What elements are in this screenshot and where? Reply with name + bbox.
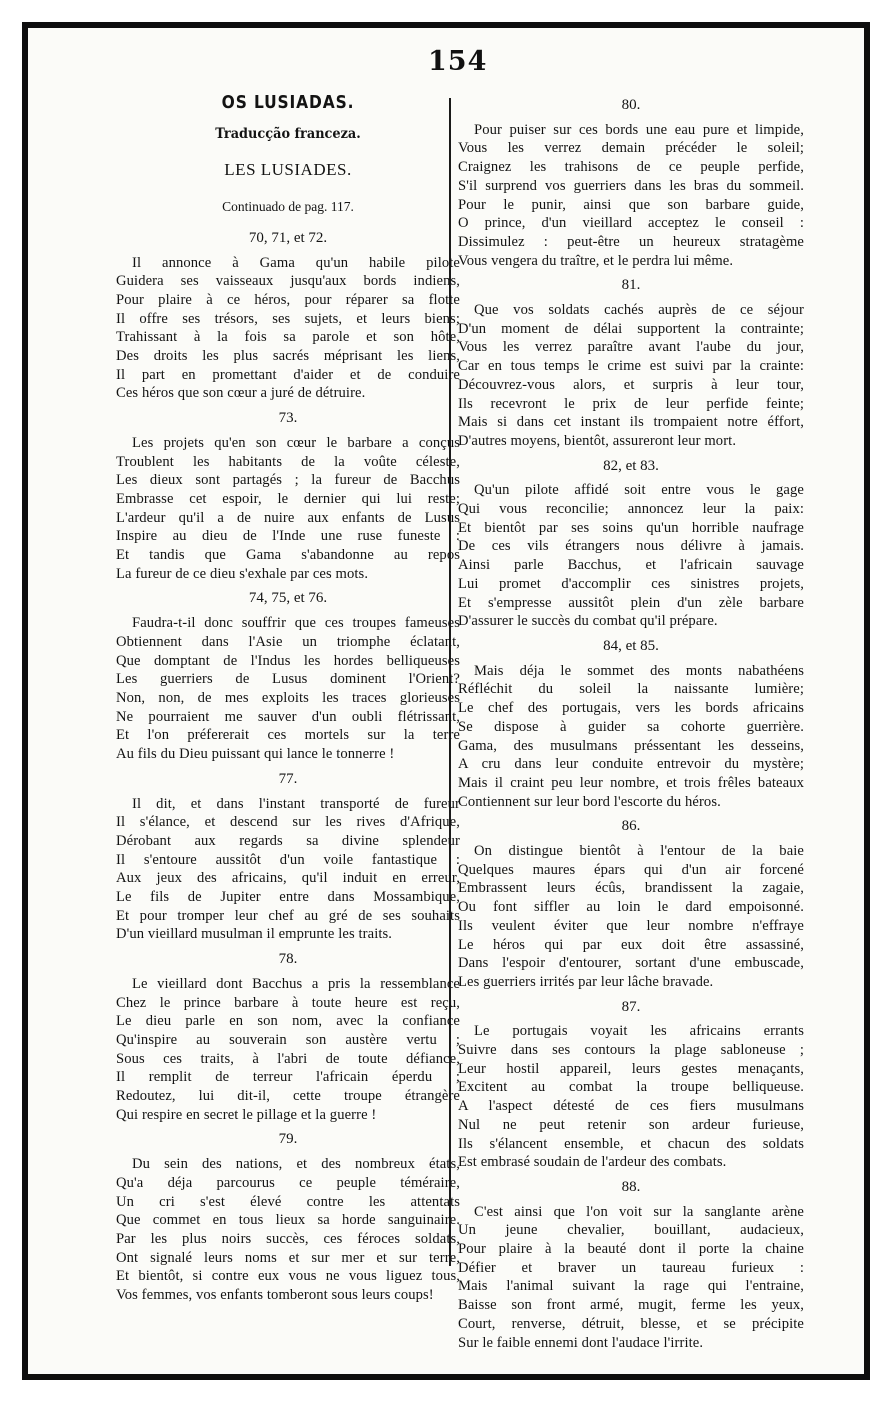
page-number: 154 xyxy=(428,46,488,77)
verse-line: Le vieillard dont Bacchus a pris la ressemblance xyxy=(132,975,460,992)
right-column xyxy=(458,90,804,1357)
verse-line: Un jeune chevalier, bouillant, audacieux, xyxy=(458,1222,804,1239)
stanza-number: 82, et 83. xyxy=(603,457,659,474)
stanza-number: 84, et 85. xyxy=(603,637,659,654)
stanza-number: 88. xyxy=(621,1178,641,1195)
verse-line: Sur le faible ennemi dont l'audace l'irrite. xyxy=(458,1334,704,1351)
verse-line: Mais il craint peu leur nombre, et trois frêles bateaux xyxy=(458,774,804,791)
verse-line: Chez le prince barbare à toute heure est reçu, xyxy=(116,994,460,1011)
stanza-number: 73. xyxy=(278,410,298,427)
verse-line: Aux jeux des africains, qu'il induit en erreur, xyxy=(116,870,460,887)
verse-line: Court, renverse, détruit, blesse, et se précipite xyxy=(458,1315,804,1332)
stanza xyxy=(458,481,804,631)
verse-line: Troublent les habitants de la voûte céleste, xyxy=(116,453,460,470)
verse-line: Il annonce à Gama qu'un habile pilote xyxy=(132,254,460,271)
verse-line: Non, non, de mes exploits les traces glorieuses xyxy=(116,689,460,706)
verse-line: Obtiennent dans l'Asie un triomphe éclatant, xyxy=(116,633,460,650)
verse-line: De ces vils étrangers nous délivre à jamais. xyxy=(458,538,804,555)
stanza xyxy=(116,1155,460,1305)
verse-line: D'assurer le succès du combat qu'il prépare. xyxy=(458,613,718,630)
verse-line: D'un vieillard musulman il emprunte les traits. xyxy=(116,926,393,943)
verse-line: Ces héros que son cœur a juré de détruire. xyxy=(116,385,366,402)
verse-line: Il s'entoure aussitôt d'un voile fantastique : xyxy=(116,851,460,868)
verse-line: Et tandis que Gama s'abandonne au repos xyxy=(116,547,460,564)
verse-line: C'est ainsi que l'on voit sur la sanglante arène xyxy=(474,1203,804,1220)
verse-line: Il offre ses trésors, ses sujets, et leurs biens; xyxy=(116,310,460,327)
stanza xyxy=(458,301,804,451)
stanza xyxy=(458,842,804,992)
stanza xyxy=(458,1203,804,1353)
stanza-number: 87. xyxy=(621,998,641,1015)
verse-line: Est embrasé soudain de l'ardeur des combats. xyxy=(458,1154,727,1171)
stanza-number: 78. xyxy=(278,951,298,968)
verse-line: Et s'empresse aussitôt plein d'un zèle barbare xyxy=(458,594,804,611)
stanza xyxy=(458,662,804,812)
verse-line: A l'aspect détesté de ces fiers musulmans xyxy=(458,1098,804,1115)
verse-line: D'autres moyens, bientôt, assureront leur mort. xyxy=(458,432,737,449)
verse-line: Qu'un pilote affidé soit entre vous le gage xyxy=(474,482,804,499)
verse-line: Il s'élance, et descend sur les rives d'Afrique, xyxy=(116,814,460,831)
verse-line: Et pour tromper leur chef au gré de ses souhaits xyxy=(116,907,460,924)
verse-line: Vous les verrez paraître avant l'aube du jour, xyxy=(458,339,804,356)
verse-line: S'il surprend vos guerriers dans les bras du sommeil. xyxy=(458,177,804,194)
verse-line: Leur hostil appareil, leurs gestes menaçants, xyxy=(458,1060,804,1077)
stanza-number: 86. xyxy=(621,818,641,835)
verse-line: Se dispose à guider sa cohorte guerrière. xyxy=(458,718,804,735)
verse-line: Le fils de Jupiter entre dans Mossambique, xyxy=(116,889,460,906)
verse-line: A cru dans leur conduite entrevoir du mystère; xyxy=(458,756,804,773)
stanza xyxy=(116,434,460,584)
stanza-number: 70, 71, et 72. xyxy=(248,229,328,246)
verse-line: Il dit, et dans l'instant transporté de fureur xyxy=(132,795,460,812)
verse-line: Défier et braver un taureau furieux : xyxy=(458,1259,804,1276)
verse-line: Ils recevront le prix de leur perfide feinte; xyxy=(458,395,804,412)
verse-line: Vous vengera du traître, et le perdra lui même. xyxy=(458,252,734,269)
verse-line: Les guerriers de Lusus dominent l'Orient? xyxy=(116,671,460,688)
stanza xyxy=(116,254,460,404)
verse-line: Ils veulent éviter que leur nombre n'effraye xyxy=(458,917,804,934)
verse-line: Le dieu parle en son nom, avec la confiance xyxy=(116,1013,460,1030)
verse-line: Pour plaire à la beauté dont il porte la chaine xyxy=(458,1241,804,1258)
verse-line: Car en tous temps le crime est suivi par la crainte: xyxy=(458,358,804,375)
verse-line: Mais l'animal suivant la rage qui l'entraine, xyxy=(458,1278,804,1295)
verse-line: Et bientôt par ses soins qu'un horrible naufrage xyxy=(458,519,804,536)
verse-line: Qui vous reconcilie; annoncez leur la paix: xyxy=(458,501,804,518)
verse-line: Découvrez-vous alors, et surpris à leur tour, xyxy=(458,376,804,393)
verse-line: Vous les verrez demain précéder le soleil; xyxy=(458,140,804,157)
verse-line: Mais déja le sommet des monts nabathéens xyxy=(474,662,804,679)
continued-note: Continuado de pag. 117. xyxy=(222,199,354,215)
verse-line: Quelques maures épars qui d'un air forcené xyxy=(458,861,804,878)
verse-line: Ont signalé leurs noms et sur mer et sur terre, xyxy=(116,1249,460,1266)
verse-line: Au fils du Dieu puissant qui lance le tonnerre ! xyxy=(116,746,395,763)
journal-title: OS LUSIADAS. xyxy=(221,92,355,113)
verse-line: L'ardeur qu'il a de nuire aux enfants de Lusus xyxy=(116,509,460,526)
verse-line: Les projets qu'en son cœur le barbare a conçus xyxy=(132,434,460,451)
stanza-number: 77. xyxy=(278,770,298,787)
verse-line: Contiennent sur leur bord l'escorte du héros. xyxy=(458,793,721,810)
left-stanzas xyxy=(116,229,460,1305)
verse-line: La fureur de ce dieu s'exhale par ces mots. xyxy=(116,565,369,582)
verse-line: Il remplit de terreur l'africain éperdu ; xyxy=(116,1069,460,1086)
stanza xyxy=(116,975,460,1125)
verse-line: D'un moment de délai supportent la contrainte; xyxy=(458,320,804,337)
verse-line: Ils s'élancent ensemble, et chacun des soldats xyxy=(458,1135,804,1152)
verse-line: Baisse son front armé, mugit, ferme les yeux, xyxy=(458,1297,804,1314)
verse-line: Que vos soldats cachés auprès de ce séjour xyxy=(474,302,804,319)
verse-line: Pour le punir, ainsi que son barbare guide, xyxy=(458,196,804,213)
verse-line: Embrasse cet espoir, le dernier qui lui reste; xyxy=(116,490,460,507)
verse-line: Et l'on préfererait ces mortels sur la terre xyxy=(116,727,460,744)
translation-subtitle: Traducção franceza. xyxy=(215,125,361,142)
verse-line: Qui respire en secret le pillage et la guerre ! xyxy=(116,1106,377,1123)
stanza-number: 79. xyxy=(278,1131,298,1148)
stanza xyxy=(458,121,804,271)
verse-line: Ou font siffler au loin le dard empoisonné. xyxy=(458,899,804,916)
french-title: LES LUSIADES. xyxy=(224,160,352,180)
verse-line: Ne pourraient me sauver d'un oubli flétrissant, xyxy=(116,708,460,725)
verse-line: Par les plus noirs succès, ces féroces soldats, xyxy=(116,1230,460,1247)
verse-line: Des droits les plus sacrés méprisant les liens, xyxy=(116,348,460,365)
verse-line: Qu'inspire au souverain son austère vertu ; xyxy=(116,1031,460,1048)
verse-line: Suivre dans ses contours la plage sabloneuse ; xyxy=(458,1042,804,1059)
stanza-number: 74, 75, et 76. xyxy=(248,590,328,607)
verse-line: Dissimulez : peut-être un heureux stratagème xyxy=(458,233,804,250)
verse-line: Le portugais voyait les africains errants xyxy=(474,1023,804,1040)
verse-line: Que domptant de l'Indus les hordes belliqueuses xyxy=(116,652,460,669)
verse-line: Qu'a déja parcourus ce peuple téméraire, xyxy=(116,1174,460,1191)
stanza-number: 81. xyxy=(621,277,641,294)
verse-line: Le héros qui par eux doit être assassiné, xyxy=(458,936,804,953)
verse-line: Inspire au dieu de l'Inde une ruse funeste : xyxy=(116,528,460,545)
stanza-number: 80. xyxy=(621,97,641,113)
verse-line: Pour plaire à ce héros, pour réparer sa flotte xyxy=(116,291,460,308)
verse-line: Dans l'espoir d'entourer, sortant d'une embuscade, xyxy=(458,955,804,972)
verse-line: Redoutez, lui dit-il, cette troupe étrangère xyxy=(116,1088,460,1105)
stanza xyxy=(458,1022,804,1172)
verse-line: Sous ces traits, à l'abri de toute défiance, xyxy=(116,1050,460,1067)
verse-line: Embrassent leurs écûs, brandissent la zagaie, xyxy=(458,880,804,897)
verse-line: Le chef des portugais, vers les bords africains xyxy=(458,700,804,717)
verse-line: Dérobant aux regards sa divine splendeur xyxy=(116,832,460,849)
stanza xyxy=(116,614,460,764)
verse-line: Les dieux sont partagés ; la fureur de Bacchus xyxy=(116,472,460,489)
verse-line: Mais si dans cet instant ils trompaient notre éffort, xyxy=(458,414,804,431)
verse-line: Guidera ses vaisseaux jusqu'aux bords indiens, xyxy=(116,273,460,290)
stanza xyxy=(116,795,460,945)
verse-line: O prince, d'un vieillard acceptez le conseil : xyxy=(458,215,804,232)
verse-line: On distingue bientôt à l'entour de la baie xyxy=(474,843,804,860)
verse-line: Que commet en tous lieux sa horde sanguinaire. xyxy=(116,1212,460,1229)
verse-line: Excitent au combat la troupe belliqueuse. xyxy=(458,1079,804,1096)
left-column xyxy=(116,90,460,1310)
verse-line: Réfléchit du soleil la naissante lumière; xyxy=(458,681,804,698)
verse-line: Pour puiser sur ces bords une eau pure et limpide, xyxy=(474,121,804,138)
verse-line: Ainsi parle Bacchus, et l'africain sauvage xyxy=(458,557,804,574)
verse-line: Un cri s'est élevé contre les attentats xyxy=(116,1193,460,1210)
verse-line: Du sein des nations, et des nombreux états, xyxy=(132,1156,460,1173)
verse-line: Il part en promettant d'aider et de conduire xyxy=(116,366,460,383)
verse-line: Et bientôt, si contre eux vous ne vous liguez tous, xyxy=(116,1268,460,1285)
verse-line: Craignez les trahisons de ce peuple perfide, xyxy=(458,159,804,176)
verse-line: Faudra-t-il donc souffrir que ces troupes fameuses xyxy=(132,615,460,632)
verse-line: Nul ne peut retenir son ardeur furieuse, xyxy=(458,1116,804,1133)
verse-line: Vos femmes, vos enfants tomberont sous leurs coups! xyxy=(116,1287,434,1304)
right-stanzas xyxy=(458,96,804,1352)
verse-line: Trahissant à la fois sa parole et son hôte, xyxy=(116,329,460,346)
verse-line: Gama, des musulmans préssentant les desseins, xyxy=(458,737,804,754)
verse-line: Lui promet d'accomplir ces sinistres projets, xyxy=(458,575,804,592)
verse-line: Les guerriers irrités par leur lâche bravade. xyxy=(458,973,714,990)
